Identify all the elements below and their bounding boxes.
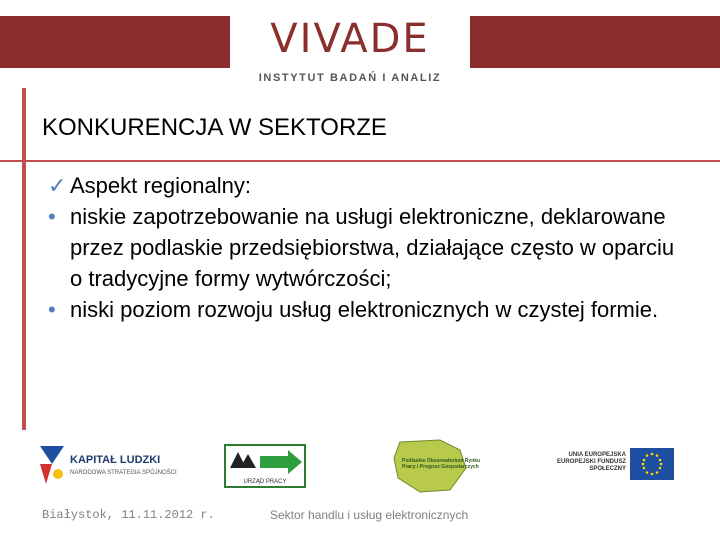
urzad-pracy-logo	[224, 444, 306, 488]
eu-text: UNIA EUROPEJSKA EUROPEJSKI FUNDUSZ SPOŁECZNY	[556, 452, 626, 472]
obserwatorium-logo	[380, 438, 510, 494]
list-item-text: niski poziom rozwoju usług elektronicznych w czystej formie.	[70, 297, 659, 322]
eu-logo	[550, 446, 680, 486]
kapital-ludzki-icon	[36, 440, 68, 488]
check-icon: ✓	[48, 173, 67, 198]
list-item	[48, 170, 688, 201]
list-item	[48, 294, 688, 325]
slide-title: KONKURENCJA W SEKTORZE	[42, 114, 387, 141]
list-item-text: niskie zapotrzebowanie na usługi elektroniczne, deklarowane przez podlaskie przedsiębiorstwa, działające często w oparciu o tradycyjne formy wytwórczości;	[70, 204, 675, 291]
vertical-rule	[22, 88, 26, 430]
footer-date: Białystok, 11.11.2012 r.	[42, 508, 215, 522]
eu-flag-icon	[630, 448, 674, 480]
vivade-logo	[230, 8, 470, 86]
kapital-ludzki-logo	[36, 440, 196, 490]
footer-logos	[0, 436, 720, 496]
obserwatorium-text: Podlaskie Obserwatorium Rynku Pracy i Prognoz Gospodarczych	[402, 458, 481, 470]
list-item	[48, 201, 688, 294]
horizontal-rule	[0, 160, 720, 162]
logo-subtitle: INSTYTUT BADAŃ I ANALIZ	[258, 72, 442, 84]
bullet-icon: •	[48, 204, 56, 229]
kapital-ludzki-subtitle: NARODOWA STRATEGIA SPÓJNOŚCI	[70, 470, 177, 476]
logo-text: VIVADE	[270, 16, 430, 62]
urzad-pracy-arrow-icon	[226, 446, 304, 478]
bullet-icon: •	[48, 297, 56, 322]
list-item-text: Aspekt regionalny:	[70, 173, 251, 198]
slide-content	[48, 170, 688, 325]
footer-topic: Sektor handlu i usług elektronicznych	[270, 508, 469, 522]
kapital-ludzki-title: KAPITAŁ LUDZKI	[70, 454, 161, 466]
urzad-pracy-label: URZĄD PRACY	[243, 479, 287, 485]
